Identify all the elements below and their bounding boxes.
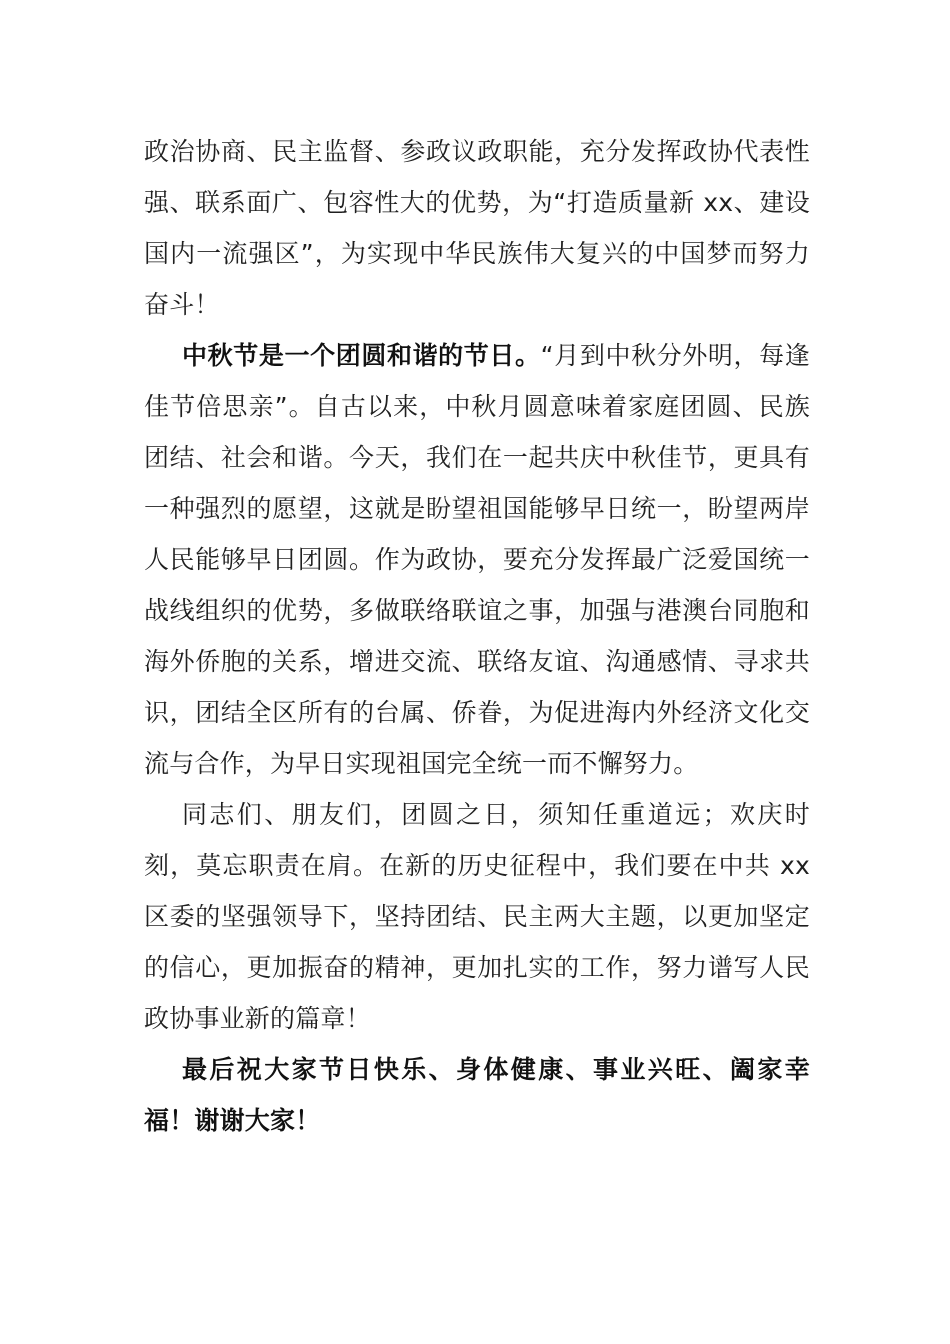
paragraph-cppcc-duties [144, 126, 810, 330]
paragraph-lead: 最后祝大家节日快乐、身体健康、事业兴旺、阖家幸福！谢谢大家！ [144, 1055, 810, 1135]
paragraph-mid-autumn [144, 330, 810, 789]
document-body [144, 126, 810, 1146]
paragraph-text: 政治协商、民主监督、参政议政职能，充分发挥政协代表性强、联系面广、包容性大的优势，为“打造质量新 xx、建设国内一流强区”，为实现中华民族伟大复兴的中国梦而努力奋斗！ [144, 137, 810, 319]
paragraph-closing-wishes [144, 1044, 810, 1146]
paragraph-text: 同志们、朋友们，团圆之日，须知任重道远；欢庆时刻，莫忘职责在肩。在新的历史征程中，我们要在中共 xx 区委的坚强领导下，坚持团结、民主两大主题，以更加坚定的信心，更加振奋的精神，更加扎实的工作，努力谱写人民政协事业新的篇章！ [144, 800, 810, 1033]
paragraph-text: “月到中秋分外明，每逢佳节倍思亲”。自古以来，中秋月圆意味着家庭团圆、民族团结、社会和谐。今天，我们在一起共庆中秋佳节，更具有一种强烈的愿望，这就是盼望祖国能够早日统一，盼望两岸人民能够早日团圆。作为政协，要充分发挥最广泛爱国统一战线组织的优势，多做联络联谊之事，加强与港澳台同胞和海外侨胞的关系，增进交流、联络友谊、沟通感情、寻求共识，团结全区所有的台属、侨眷，为促进海内外经济文化交流与合作，为早日实现祖国完全统一而不懈努力。 [144, 341, 810, 778]
paragraph-lead: 中秋节是一个团圆和谐的节日。 [182, 341, 541, 370]
paragraph-comrades [144, 789, 810, 1044]
